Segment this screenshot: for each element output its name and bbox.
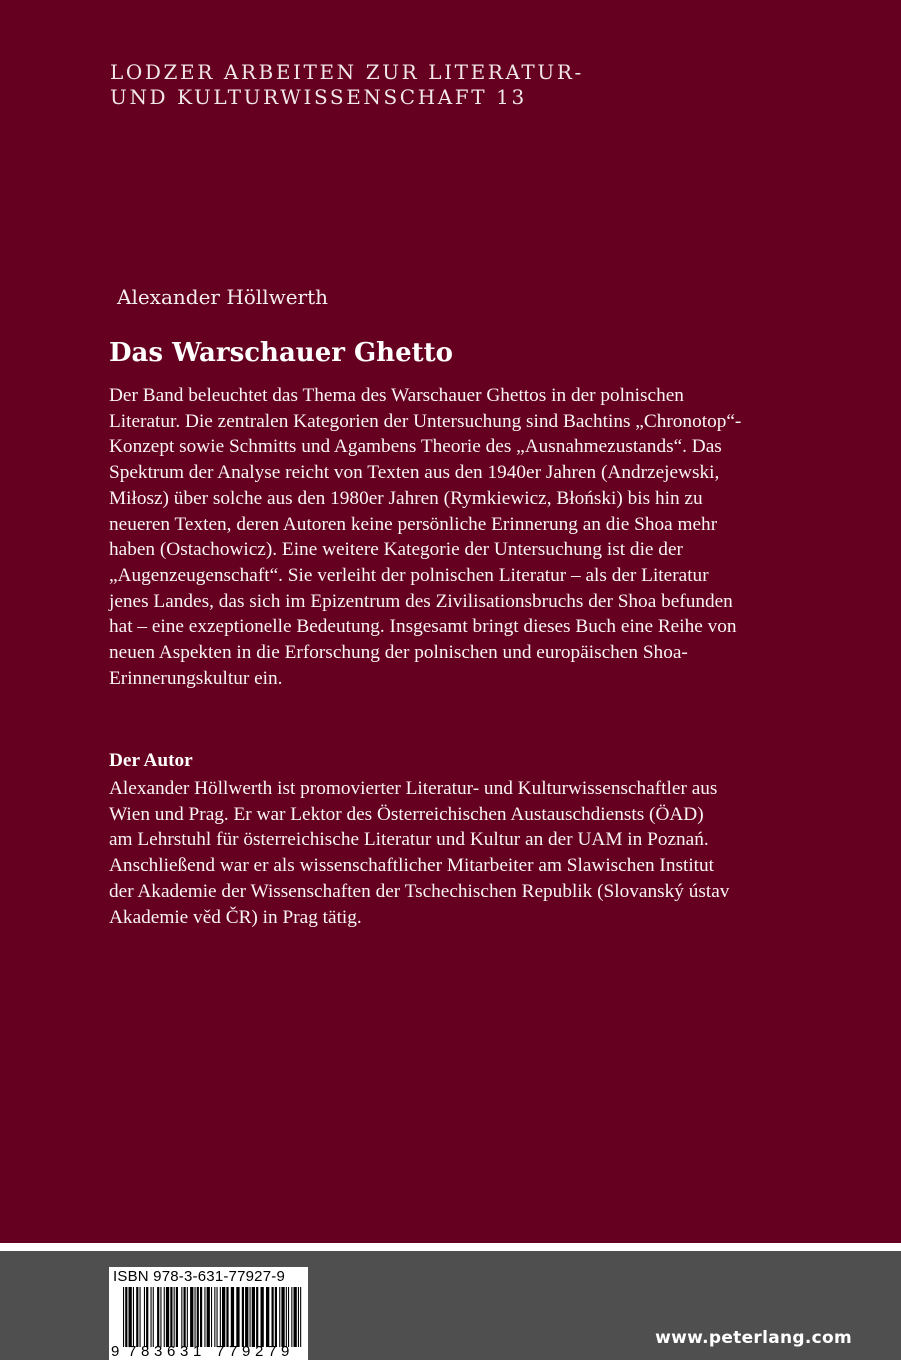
barcode-digit: 7 [268, 1343, 277, 1360]
barcode-bar [181, 1287, 182, 1347]
blurb-line: Erinnerungskultur ein. [109, 667, 283, 689]
blurb-line: Konzept sowie Schmitts und Agambens Theorie des „Ausnahmezustands“. Das [109, 436, 722, 458]
barcode-bar [272, 1287, 274, 1347]
publisher-website[interactable]: www.peterlang.com [655, 1328, 852, 1348]
barcode-bar [140, 1287, 141, 1347]
blurb-line: Miłosz) über solche aus den 1980er Jahren (Rymkiewicz, Błoński) bis hin zu [109, 487, 703, 509]
series-title-line: LODZER ARBEITEN ZUR LITERATUR- [110, 60, 584, 84]
barcode-digit: 6 [167, 1343, 176, 1360]
barcode-bar [286, 1287, 287, 1347]
barcode-digits [109, 1343, 308, 1360]
blurb-line: hat – eine exzeptionelle Bedeutung. Insgesamt bringt dieses Buch eine Reihe von [109, 616, 737, 638]
isbn-label: ISBN 978-3-631-77927-9 [113, 1268, 286, 1285]
barcode-digit: 7 [216, 1343, 225, 1360]
barcode-bar [144, 1287, 145, 1347]
bio-line: Wien und Prag. Er war Lektor des Österreichischen Austauschdiensts (ÖAD) [109, 803, 704, 825]
blurb-line: haben (Ostachowicz). Eine weitere Kategorie der Untersuchung ist die der [109, 539, 683, 561]
isbn-barcode [109, 1267, 308, 1360]
barcode-bar [250, 1287, 251, 1347]
author-bio-text [109, 776, 849, 930]
barcode-bar [184, 1287, 186, 1347]
blurb-line: neuen Aspekten in die Erforschung der polnischen und europäischen Shoa- [109, 642, 688, 664]
barcode-digit: 9 [111, 1343, 120, 1360]
bio-line: am Lehrstuhl für österreichische Literatur und Kultur an der UAM in Poznań. [109, 829, 709, 851]
blurb-line: Der Band beleuchtet das Thema des Warschauer Ghettos in der polnischen [109, 385, 684, 406]
barcode-digit: 3 [180, 1343, 189, 1360]
barcode-bar [133, 1287, 134, 1347]
barcode-bar [125, 1287, 127, 1347]
barcode-digit: 1 [193, 1343, 202, 1360]
barcode-bar [200, 1287, 202, 1347]
blurb-line: jenes Landes, das sich im Epizentrum des Zivilisationsbruchs der Shoa befunden [109, 590, 733, 612]
barcode-bar [207, 1287, 210, 1347]
barcode-bar [166, 1287, 169, 1347]
barcode-digit: 8 [141, 1343, 150, 1360]
barcode-digit: 9 [281, 1343, 290, 1360]
barcode-bar [291, 1287, 292, 1347]
barcode-bar [123, 1287, 124, 1347]
barcode-bar [220, 1287, 221, 1347]
barcode-bar [222, 1287, 225, 1347]
blurb-line: Literatur. Die zentralen Kategorien der Untersuchung sind Bachtins „Chronotop“- [109, 410, 742, 432]
barcode-bar [226, 1287, 228, 1347]
bio-line: der Akademie der Wissenschaften der Tschechischen Republik (Slovanský ústav [109, 880, 730, 902]
barcode-bar [236, 1287, 239, 1347]
author-name: Alexander Höllwerth [117, 285, 329, 309]
barcode-bar [266, 1287, 269, 1347]
barcode-bar [279, 1287, 280, 1347]
barcode-bar [190, 1287, 193, 1347]
barcode-bar [231, 1287, 234, 1347]
barcode-bar [294, 1287, 297, 1347]
blurb-text [109, 383, 849, 691]
barcode-digit: 7 [128, 1343, 137, 1360]
barcode-bar [245, 1287, 248, 1347]
barcode-bar [211, 1287, 212, 1347]
barcode-bar [275, 1287, 277, 1347]
barcode-bar [242, 1287, 244, 1347]
series-title-line: UND KULTURWISSENSCHAFT 13 [110, 85, 527, 109]
barcode-bar [300, 1287, 301, 1347]
barcode-bar [164, 1287, 165, 1347]
barcode-bar [170, 1287, 172, 1347]
barcode-bar [174, 1287, 175, 1347]
barcode-bar [256, 1287, 258, 1347]
divider-stripe [0, 1243, 901, 1251]
barcode-bar [176, 1287, 178, 1347]
barcode-digit: 2 [255, 1343, 264, 1360]
barcode-bar [195, 1287, 196, 1347]
book-title: Das Warschauer Ghetto [109, 338, 453, 368]
barcode-digit: 9 [242, 1343, 251, 1360]
barcode-bar [146, 1287, 148, 1347]
bio-line: Anschließend war er als wissenschaftlicher Mitarbeiter am Slawischen Institut [109, 855, 715, 877]
barcode-bar [281, 1287, 284, 1347]
barcode-bar [151, 1287, 152, 1347]
bio-line: Akademie věd ČR) in Prag tätig. [109, 906, 362, 928]
bio-line: Alexander Höllwerth ist promovierter Literatur- und Kulturwissenschaftler aus [109, 778, 718, 799]
barcode-digit: 3 [154, 1343, 163, 1360]
blurb-line: „Augenzeugenschaft“. Sie verleiht der polnischen Literatur – als der Literatur [109, 564, 709, 586]
barcode-bar [136, 1287, 138, 1347]
barcode-bar [197, 1287, 199, 1347]
blurb-line: neueren Texten, deren Autoren keine persönliche Erinnerung an die Shoa mehr [109, 513, 718, 535]
series-title [110, 60, 830, 110]
barcode-bar [129, 1287, 132, 1347]
barcode-bar [157, 1287, 159, 1347]
barcode-digit: 7 [229, 1343, 238, 1360]
barcode-bar [252, 1287, 255, 1347]
barcode-bar [187, 1287, 188, 1347]
barcode-bar [288, 1287, 289, 1347]
barcode-bar [160, 1287, 161, 1347]
barcode-bars [123, 1287, 303, 1347]
blurb-line: Spektrum der Analyse reicht von Texten aus den 1940er Jahren (Andrzejewski, [109, 462, 720, 484]
barcode-bar [214, 1287, 215, 1347]
barcode-bar [298, 1287, 299, 1347]
barcode-bar [153, 1287, 154, 1347]
barcode-bar [217, 1287, 218, 1347]
barcode-bar [204, 1287, 205, 1347]
author-bio-heading: Der Autor [109, 750, 193, 771]
barcode-bar [261, 1287, 264, 1347]
